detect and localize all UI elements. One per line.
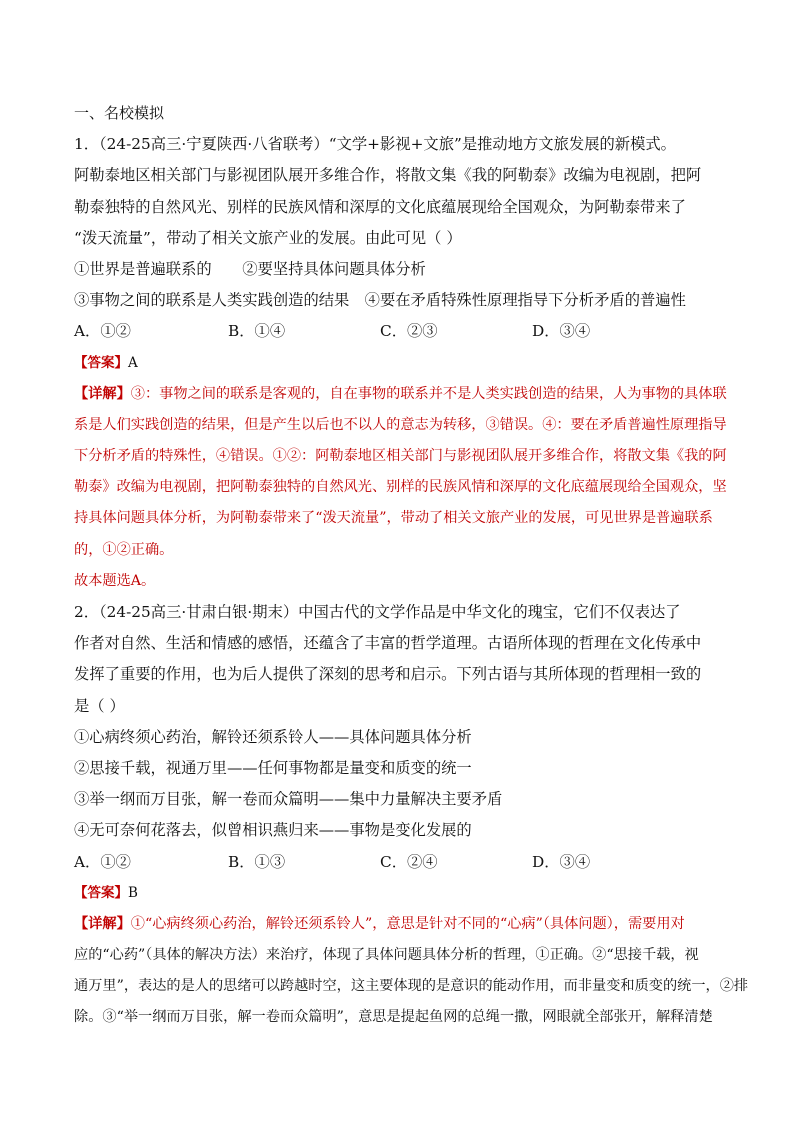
question-stem-line: 是（ ） [74,696,125,715]
detail-line: 系是人们实践创造的结果，但是产生以后也不以人的意志为转移，③错误。④：要在矛盾普遍性原理指导 [74,416,727,433]
detail-line [74,379,734,410]
detail-line: 持具体问题具体分析，为阿勒泰带来了“泼天流量”，带动了相关文旅产业的发展，可见世界是普遍联系 [74,510,713,527]
question-stem-line: 1．（24-25高三·宁夏陕西·八省联考）“文学+影视+文旅”是推动地方文旅发展的新模式。 [74,135,676,154]
option-b: B．①③ [228,852,286,871]
option-b: B．①④ [228,322,286,341]
statement-line: ②思接千载，视通万里——任何事物都是量变和质变的统一 [74,758,472,777]
answer-value: A [128,354,138,371]
question-stem-line: 2．（24-25高三·甘肃白银·期末）中国古代的文学作品是中华文化的瑰宝，它们不仅表达了 [74,603,681,621]
question-1 [74,129,734,597]
options-row [74,316,734,347]
section-title: 一、名校模拟 [74,104,165,122]
answer-value: B [128,884,138,901]
option-a: A．①② [74,852,131,871]
statement-line: ④无可奈何花落去，似曾相识燕归来——事物是变化发展的 [74,821,472,840]
option-d: D．③④ [532,322,591,341]
question-stem-line: 勒泰独特的自然风光、别样的民族风情和深厚的文化底蕴展现给全国观众，为阿勒泰带来了 [74,197,686,216]
options-row [74,847,734,878]
detail-text: ③：事物之间的联系是客观的，自在事物的联系并不是人类实践创造的结果，人为事物的具体联 [130,385,727,402]
answer-tag: 【答案】 [74,354,128,371]
detail-tag: 【详解】 [74,385,131,402]
detail-tag: 【详解】 [74,915,131,932]
detail-line: 勒泰》改编为电视剧，把阿勒泰独特的自然风光、别样的民族风情和深厚的文化底蕴展现给全国观众，坚 [74,479,727,496]
question-stem-line: “泼天流量”，带动了相关文旅产业的发展。由此可见（ ） [74,228,462,247]
answer-tag: 【答案】 [74,884,128,901]
document-page [74,98,749,1034]
detail-line [74,909,734,940]
detail-line: 通万里”，表达的是人的思绪可以跨越时空，这主要体现的是意识的能动作用，而非量变和质变的统一，②排 [74,978,749,995]
detail-line: 下分析矛盾的特殊性，④错误。①②：阿勒泰地区相关部门与影视团队展开多维合作，将散文集《我的阿 [74,448,727,465]
option-a: A．①② [74,322,131,341]
statement-line: ①世界是普遍联系的 ②要坚持具体问题具体分析 [74,259,426,278]
question-2 [74,597,749,1034]
detail-line: 的，①②正确。 [74,541,174,558]
answer-line [74,348,734,379]
option-c: C．②③ [380,322,438,341]
option-d: D．③④ [532,852,591,871]
detail-line: 应的“心药”（具体的解决方法）来治疗，体现了具体问题具体分析的哲理，①正确。②“思接千载，视 [74,947,699,964]
question-stem-line: 阿勒泰地区相关部门与影视团队展开多维合作，将散文集《我的阿勒泰》改编为电视剧，把阿 [74,166,702,185]
statement-line: ③举一纲而万目张，解一卷而众篇明——集中力量解决主要矛盾 [74,790,503,809]
question-stem-line: 作者对自然、生活和情感的感悟，还蕴含了丰富的哲学道理。古语所体现的哲理在文化传承中 [74,634,702,653]
option-c: C．②④ [380,852,438,871]
statement-line: ①心病终须心药治，解铃还须系铃人——具体问题具体分析 [74,727,472,746]
statement-line: ③事物之间的联系是人类实践创造的结果 ④要在矛盾特殊性原理指导下分析矛盾的普遍性 [74,291,686,310]
question-stem-line: 发挥了重要的作用，也为后人提供了深刻的思考和启示。下列古语与其所体现的哲理相一致的 [74,665,702,684]
conclusion-line: 故本题选A。 [74,572,156,589]
detail-line: 除。③“举一纲而万目张，解一卷而众篇明”，意思是提起鱼网的总绳一撒，网眼就全部张开，解释清楚 [74,1009,713,1026]
answer-line [74,878,734,909]
detail-text: ①“心病终须心药治，解铃还须系铃人”，意思是针对不同的“心病”（具体问题），需要用对 [130,915,685,932]
